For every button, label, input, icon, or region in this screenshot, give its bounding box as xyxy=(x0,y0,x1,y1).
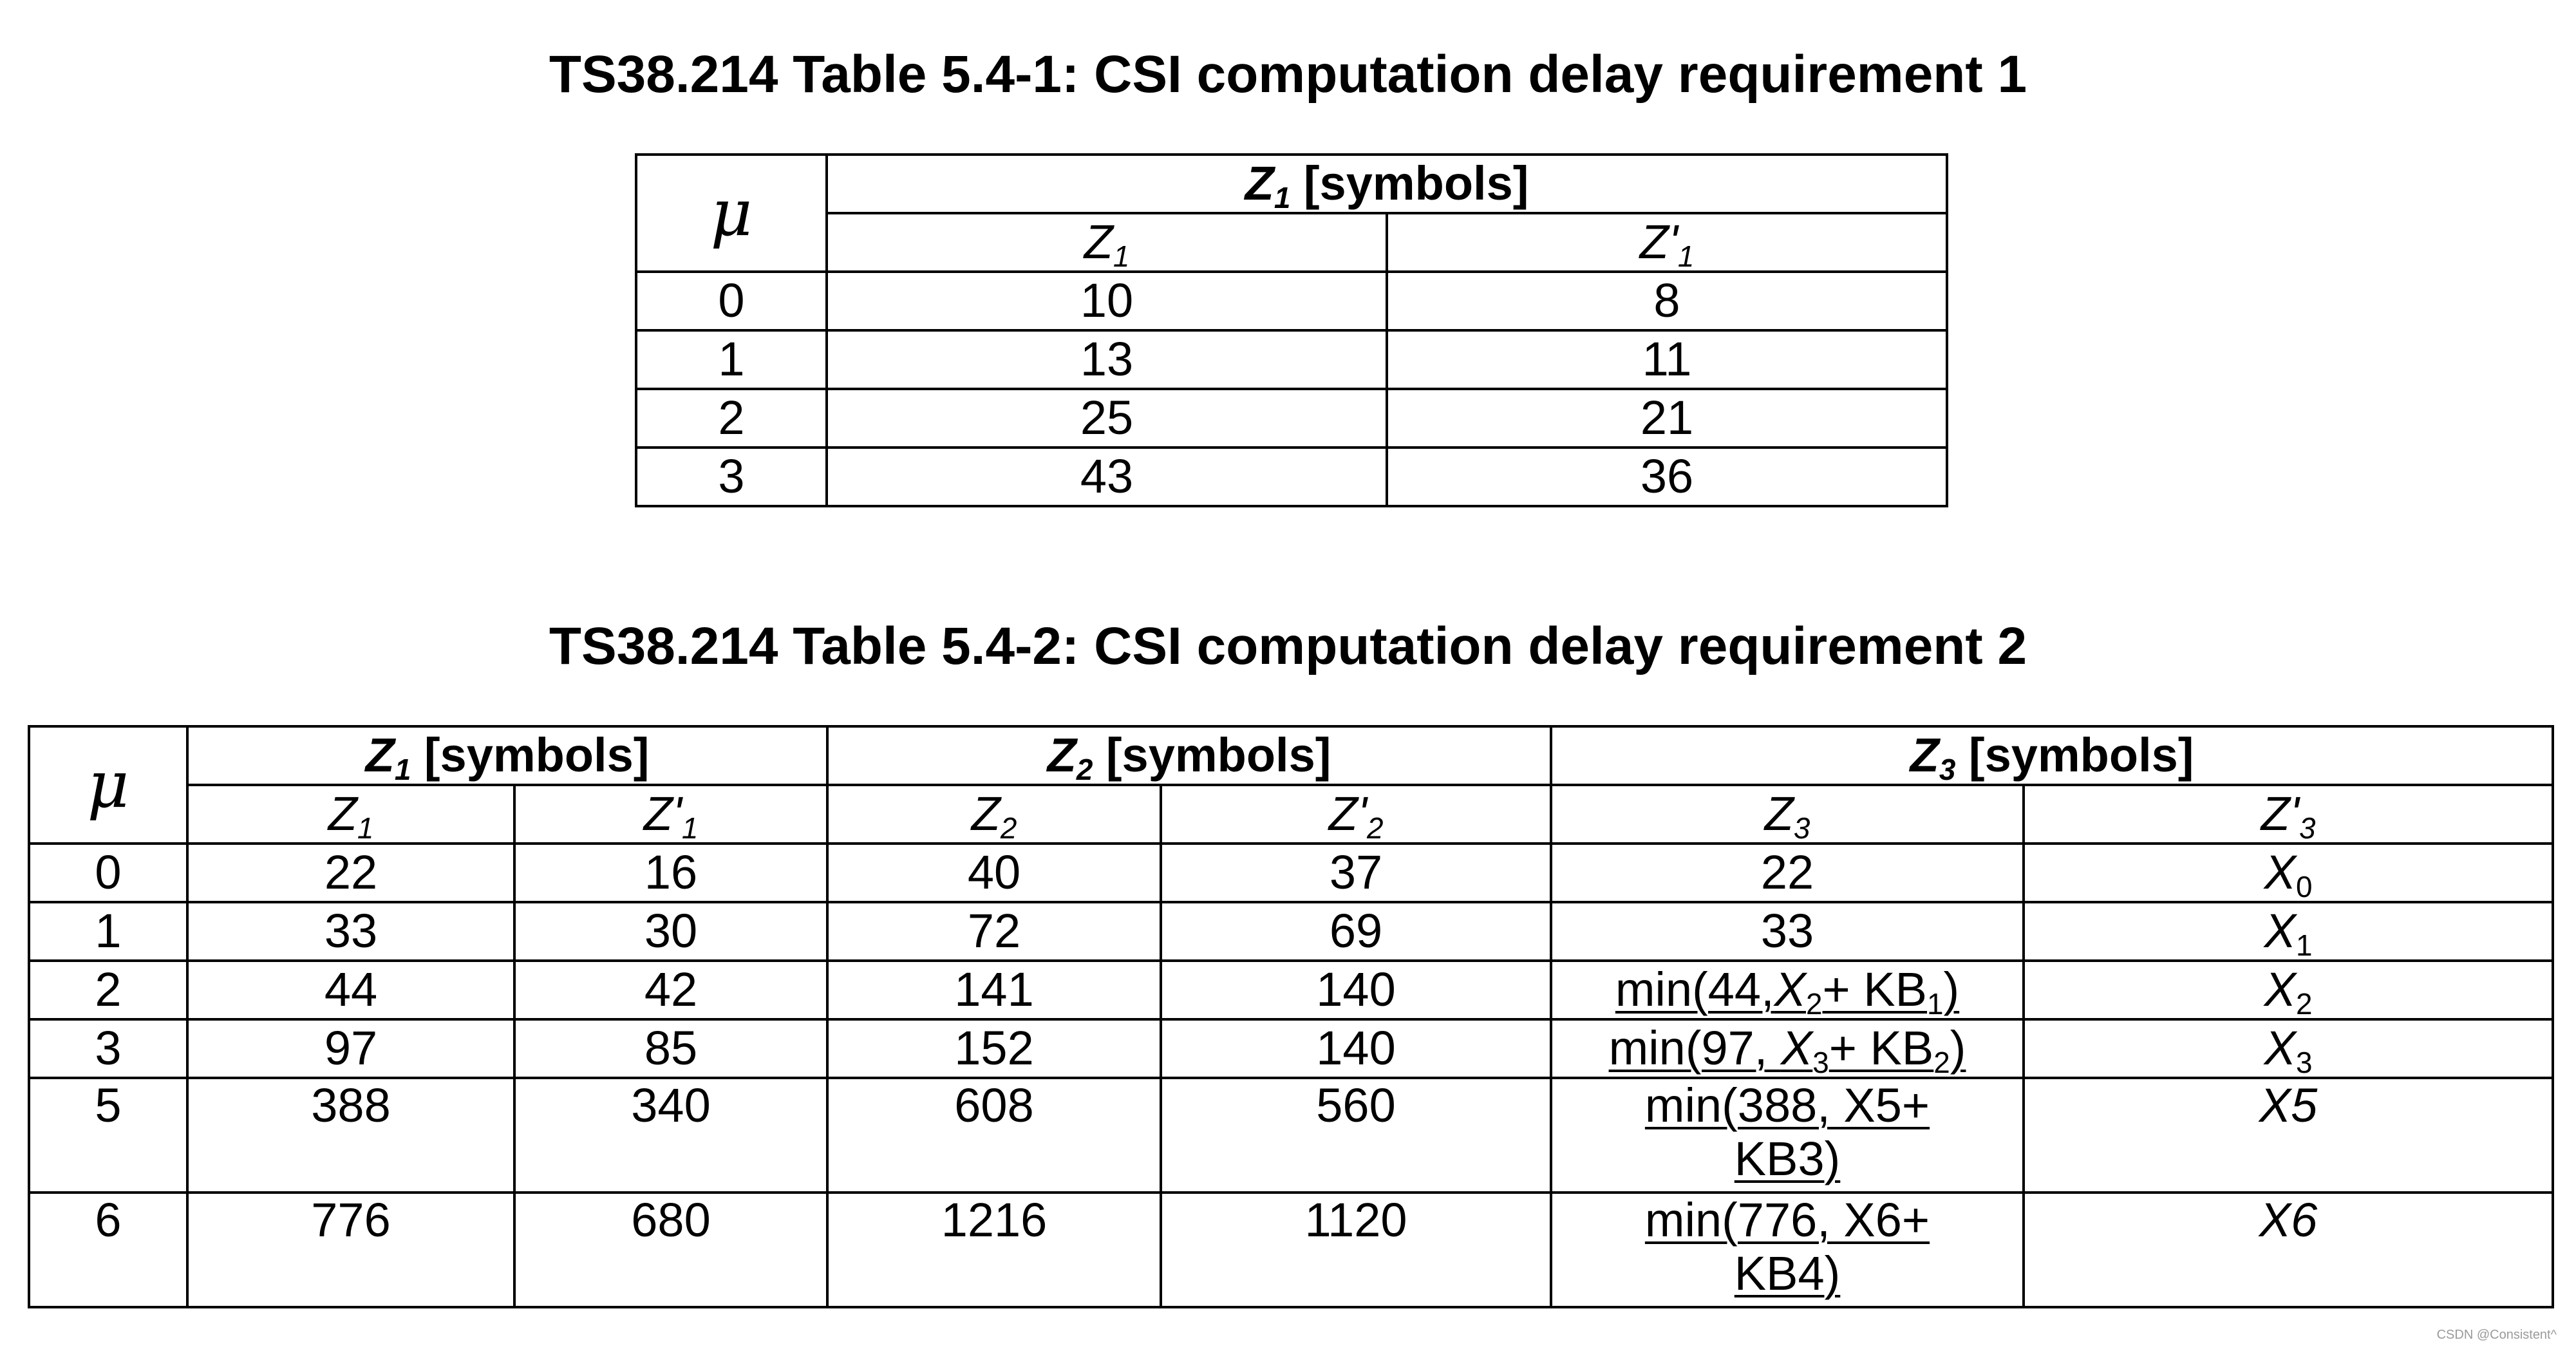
z3-prime-cell: $X_3$ xyxy=(2024,1019,2553,1078)
table-row xyxy=(636,389,1947,448)
z2-prime-cell: 140 xyxy=(1161,961,1551,1019)
z3-prime-cell: $X_0$ xyxy=(2024,844,2553,902)
z2-cell: 72 xyxy=(827,902,1161,961)
z1-prime-cell: 340 xyxy=(514,1078,827,1193)
table-row xyxy=(636,330,1947,389)
subheader-row xyxy=(636,213,1947,272)
mu-cell: 1 xyxy=(29,902,187,961)
mu-cell: 0 xyxy=(636,272,827,330)
z1-prime-cell: 8 xyxy=(1387,272,1947,330)
header-row xyxy=(29,726,2553,785)
mu-cell: 2 xyxy=(636,389,827,448)
z2-prime-cell: 69 xyxy=(1161,902,1551,961)
z1-cell: 97 xyxy=(187,1019,514,1078)
z1-cell: 43 xyxy=(827,448,1387,506)
z2-cell: 608 xyxy=(827,1078,1161,1193)
table-row xyxy=(29,961,2553,1019)
mu-header: μ xyxy=(636,155,827,272)
z2-prime-cell: 37 xyxy=(1161,844,1551,902)
z1-subheader: $Z_1$ xyxy=(187,785,514,844)
mu-cell: 0 xyxy=(29,844,187,902)
z2-prime-cell: 560 xyxy=(1161,1078,1551,1193)
z2-cell: 40 xyxy=(827,844,1161,902)
csi-delay-table-1 xyxy=(635,153,1948,507)
z1-prime-subheader: $Z'_1$ xyxy=(514,785,827,844)
subheader-row xyxy=(29,785,2553,844)
mu-cell: 3 xyxy=(29,1019,187,1078)
z1-cell: 25 xyxy=(827,389,1387,448)
z3-cell: 22 xyxy=(1551,844,2024,902)
z3-cell: 33 xyxy=(1551,902,2024,961)
csi-delay-table-2 xyxy=(28,725,2554,1308)
z1-prime-cell: 16 xyxy=(514,844,827,902)
z1-group-header: $Z_1$ [symbols] xyxy=(827,155,1947,213)
z3-prime-cell: X5 xyxy=(2024,1078,2553,1193)
table-row xyxy=(636,448,1947,506)
header-row xyxy=(636,155,1947,213)
mu-header: μ xyxy=(29,726,187,844)
z2-subheader: $Z_2$ xyxy=(827,785,1161,844)
z1-prime-cell: 30 xyxy=(514,902,827,961)
mu-cell: 3 xyxy=(636,448,827,506)
table-row xyxy=(29,844,2553,902)
z3-prime-subheader: $Z'_3$ xyxy=(2024,785,2553,844)
z1-prime-cell: 680 xyxy=(514,1193,827,1307)
table1-title: TS38.214 Table 5.4-1: CSI computation delay requirement 1 xyxy=(549,45,2027,104)
z1-cell: 22 xyxy=(187,844,514,902)
mu-cell: 1 xyxy=(636,330,827,389)
mu-cell: 6 xyxy=(29,1193,187,1307)
z1-prime-subheader: $Z'_1$ xyxy=(1387,213,1947,272)
z3-prime-cell: X6 xyxy=(2024,1193,2553,1307)
table-row xyxy=(29,1078,2553,1193)
z3-prime-cell: $X_1$ xyxy=(2024,902,2553,961)
z2-cell: 141 xyxy=(827,961,1161,1019)
table-row xyxy=(29,902,2553,961)
z3-cell: min(776, X6+ KB4) xyxy=(1551,1193,2024,1307)
z3-cell: min(97, $X_3+ KB_2$) xyxy=(1551,1019,2024,1078)
z2-prime-cell: 1120 xyxy=(1161,1193,1551,1307)
table-row xyxy=(29,1019,2553,1078)
z1-cell: 33 xyxy=(187,902,514,961)
z1-prime-cell: 85 xyxy=(514,1019,827,1078)
z1-prime-cell: 36 xyxy=(1387,448,1947,506)
z1-cell: 10 xyxy=(827,272,1387,330)
z1-prime-cell: 21 xyxy=(1387,389,1947,448)
z3-prime-cell: $X_2$ xyxy=(2024,961,2553,1019)
z1-cell: 44 xyxy=(187,961,514,1019)
z3-cell: min(388, X5+ KB3) xyxy=(1551,1078,2024,1193)
z1-prime-cell: 42 xyxy=(514,961,827,1019)
z2-prime-cell: 140 xyxy=(1161,1019,1551,1078)
z1-cell: 776 xyxy=(187,1193,514,1307)
z3-group-header: $Z_3$ [symbols] xyxy=(1551,726,2553,785)
table-row xyxy=(29,1193,2553,1307)
z1-group-header: $Z_1$ [symbols] xyxy=(187,726,827,785)
z1-cell: 13 xyxy=(827,330,1387,389)
z2-prime-subheader: $Z'_2$ xyxy=(1161,785,1551,844)
watermark: CSDN @Consistent^ xyxy=(2436,1328,2557,1342)
mu-cell: 2 xyxy=(29,961,187,1019)
table-row xyxy=(636,272,1947,330)
z3-subheader: $Z_3$ xyxy=(1551,785,2024,844)
z1-cell: 388 xyxy=(187,1078,514,1193)
z2-cell: 1216 xyxy=(827,1193,1161,1307)
mu-cell: 5 xyxy=(29,1078,187,1193)
table2-title: TS38.214 Table 5.4-2: CSI computation delay requirement 2 xyxy=(549,617,2027,675)
z1-subheader: $Z_1$ xyxy=(827,213,1387,272)
z2-cell: 152 xyxy=(827,1019,1161,1078)
z2-group-header: $Z_2$ [symbols] xyxy=(827,726,1551,785)
z1-prime-cell: 11 xyxy=(1387,330,1947,389)
z3-cell: $\min(44,X_2+ KB_1)$ xyxy=(1551,961,2024,1019)
